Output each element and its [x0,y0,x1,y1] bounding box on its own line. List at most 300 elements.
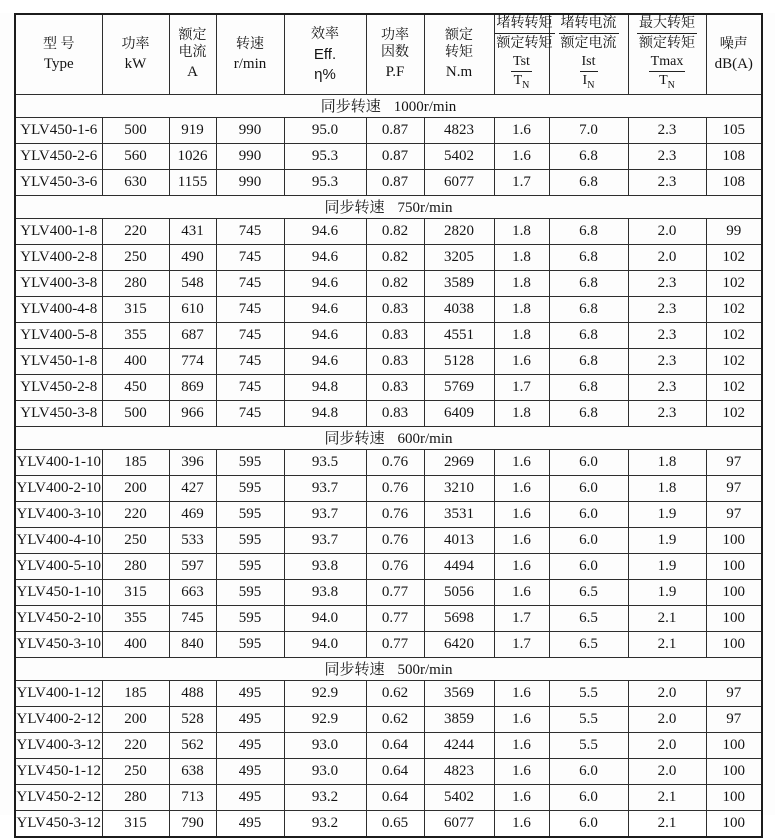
cell-locked-rotor-current-ratio: 6.0 [549,475,628,501]
cell-efficiency: 94.0 [284,631,366,657]
cell-locked-rotor-torque-ratio: 1.8 [494,270,549,296]
cell-locked-rotor-torque-ratio: 1.8 [494,400,549,426]
cell-noise: 102 [706,270,762,296]
header-cn-label: 额定 [445,28,473,44]
cell-type: YLV450-2-8 [15,374,102,400]
cell-locked-rotor-torque-ratio: 1.6 [494,784,549,810]
cell-rated-torque: 5769 [424,374,494,400]
table-row [15,732,762,758]
cell-locked-rotor-torque-ratio: 1.6 [494,732,549,758]
cell-locked-rotor-current-ratio: 6.0 [549,449,628,475]
cell-max-torque-ratio: 2.3 [628,143,706,169]
cell-efficiency: 93.7 [284,527,366,553]
cell-locked-rotor-torque-ratio: 1.6 [494,579,549,605]
cell-noise: 97 [706,706,762,732]
header-cn-label: 转速 [236,36,264,52]
cell-rated-current: 548 [169,270,216,296]
cell-efficiency: 93.8 [284,579,366,605]
cell-max-torque-ratio: 2.1 [628,784,706,810]
cell-speed: 595 [216,449,284,475]
cell-speed: 990 [216,169,284,195]
cell-power: 355 [102,605,169,631]
cell-power-factor: 0.83 [366,348,424,374]
table-row [15,218,762,244]
cell-type: YLV450-2-10 [15,605,102,631]
section-title-speed: 600r/min [397,431,453,448]
cell-rated-torque: 4823 [424,758,494,784]
table-row [15,706,762,732]
cell-power-factor: 0.76 [366,475,424,501]
fraction-denominator: $T_N$ [659,73,675,91]
cell-locked-rotor-current-ratio: 6.0 [549,527,628,553]
col-header-power [102,14,169,94]
cell-power: 250 [102,758,169,784]
cell-max-torque-ratio: 2.3 [628,348,706,374]
section-title-cell [15,94,762,117]
cell-efficiency: 93.0 [284,758,366,784]
cell-rated-torque: 4013 [424,527,494,553]
cell-max-torque-ratio: 1.9 [628,553,706,579]
cell-locked-rotor-current-ratio: 6.8 [549,296,628,322]
cell-noise: 100 [706,631,762,657]
cell-rated-torque: 3569 [424,680,494,706]
cell-rated-current: 469 [169,501,216,527]
cell-power: 250 [102,527,169,553]
cell-power-factor: 0.64 [366,758,424,784]
cell-power-factor: 0.82 [366,244,424,270]
cell-power: 315 [102,296,169,322]
cell-max-torque-ratio: 2.0 [628,218,706,244]
cell-locked-rotor-torque-ratio: 1.8 [494,218,549,244]
col-header-noise [706,14,762,94]
cell-rated-torque: 2969 [424,449,494,475]
cell-power-factor: 0.76 [366,449,424,475]
cell-noise: 100 [706,553,762,579]
cell-power: 220 [102,732,169,758]
cell-locked-rotor-torque-ratio: 1.6 [494,143,549,169]
cell-type: YLV400-4-8 [15,296,102,322]
cell-locked-rotor-torque-ratio: 1.6 [494,501,549,527]
cell-rated-torque: 5402 [424,143,494,169]
cell-power: 500 [102,400,169,426]
cell-power: 450 [102,374,169,400]
cell-max-torque-ratio: 2.1 [628,631,706,657]
table-body [15,94,762,837]
section-title-cn: 同步转速 [324,662,385,679]
cell-noise: 97 [706,449,762,475]
cell-locked-rotor-torque-ratio: 1.8 [494,322,549,348]
page [0,13,775,831]
cell-power-factor: 0.87 [366,143,424,169]
cell-rated-current: 427 [169,475,216,501]
cell-locked-rotor-current-ratio: 5.5 [549,706,628,732]
table-row [15,784,762,810]
cell-type: YLV450-3-6 [15,169,102,195]
cell-type: YLV400-2-8 [15,244,102,270]
section-title-cn: 同步转速 [320,99,381,116]
cell-type: YLV450-3-8 [15,400,102,426]
fraction-denominator: 额定电流 [560,36,617,51]
header-cn-label: 噪声 [719,36,748,52]
cell-efficiency: 94.0 [284,605,366,631]
table-row [15,449,762,475]
cell-locked-rotor-current-ratio: 5.5 [549,732,628,758]
table-row [15,758,762,784]
header-cn-label: 转矩 [445,45,473,61]
table-row [15,244,762,270]
table-row [15,143,762,169]
cell-locked-rotor-current-ratio: 6.0 [549,758,628,784]
cell-rated-current: 790 [169,810,216,837]
cell-speed: 745 [216,296,284,322]
cell-power-factor: 0.82 [366,270,424,296]
section-title-cn: 同步转速 [324,200,385,217]
col-header-locked-rotor-torque-ratio [494,14,553,94]
cell-rated-torque: 4244 [424,732,494,758]
cell-rated-torque: 4494 [424,553,494,579]
cell-locked-rotor-current-ratio: 6.8 [549,270,628,296]
cell-rated-current: 490 [169,244,216,270]
header-row [15,14,762,94]
cell-locked-rotor-torque-ratio: 1.6 [494,680,549,706]
cell-power: 315 [102,810,169,837]
header-cn-label: 型 号 [43,36,75,52]
cell-rated-current: 663 [169,579,216,605]
cell-locked-rotor-current-ratio: 6.8 [549,348,628,374]
header-symbol-fraction [580,54,598,94]
cell-speed: 745 [216,374,284,400]
cell-locked-rotor-current-ratio: 6.8 [549,374,628,400]
cell-power-factor: 0.83 [366,400,424,426]
cell-type: YLV400-4-10 [15,527,102,553]
table-row [15,631,762,657]
cell-speed: 495 [216,706,284,732]
col-header-power-factor [366,14,424,94]
cell-locked-rotor-torque-ratio: 1.7 [494,605,549,631]
col-header-rated-current [169,14,216,94]
cell-power-factor: 0.77 [366,605,424,631]
cell-max-torque-ratio: 2.3 [628,374,706,400]
cell-rated-torque: 6077 [424,169,494,195]
cell-locked-rotor-torque-ratio: 1.6 [494,810,549,837]
fraction-numerator: 堵转转矩 [495,15,555,34]
cell-power-factor: 0.87 [366,117,424,143]
cell-rated-torque: 6077 [424,810,494,837]
cell-power-factor: 0.62 [366,680,424,706]
cell-noise: 105 [706,117,762,143]
subscript: N [587,79,595,91]
cell-efficiency: 95.3 [284,169,366,195]
table-row [15,680,762,706]
section-header-row [15,195,762,218]
cell-rated-current: 610 [169,296,216,322]
cell-noise: 100 [706,579,762,605]
table-row [15,527,762,553]
cell-speed: 745 [216,322,284,348]
cell-locked-rotor-torque-ratio: 1.6 [494,706,549,732]
header-cn-label: 功率 [121,36,150,52]
cell-speed: 745 [216,400,284,426]
cell-rated-torque: 3210 [424,475,494,501]
table-row [15,400,762,426]
header-cn-label: 效率 [311,26,339,42]
cell-rated-current: 396 [169,449,216,475]
cell-power-factor: 0.83 [366,296,424,322]
header-unit-label: N.m [445,64,473,81]
fraction-numerator: 堵转电流 [559,15,619,34]
cell-rated-current: 840 [169,631,216,657]
cell-type: YLV400-3-12 [15,732,102,758]
cell-rated-current: 966 [169,400,216,426]
header-cn-label: 额定 [178,28,207,44]
cell-locked-rotor-torque-ratio: 1.6 [494,117,549,143]
section-header-row [15,426,762,449]
cell-power: 400 [102,348,169,374]
header-mid-label: Eff. [313,45,337,63]
cell-power-factor: 0.83 [366,322,424,348]
cell-efficiency: 94.6 [284,348,366,374]
cell-efficiency: 93.7 [284,475,366,501]
cell-type: YLV400-5-10 [15,553,102,579]
section-title-cell [15,657,762,680]
table-row [15,810,762,837]
header-unit-label: A [187,64,198,81]
cell-power-factor: 0.87 [366,169,424,195]
cell-power-factor: 0.83 [366,374,424,400]
cell-rated-torque: 4551 [424,322,494,348]
fraction-numerator: Tst [511,54,532,72]
cell-locked-rotor-current-ratio: 6.8 [549,244,628,270]
col-header-speed [216,14,284,94]
cell-power-factor: 0.62 [366,706,424,732]
cell-efficiency: 93.5 [284,449,366,475]
cell-rated-current: 1026 [169,143,216,169]
cell-rated-current: 533 [169,527,216,553]
fraction-numerator: 最大转矩 [637,15,697,34]
cell-locked-rotor-current-ratio: 6.5 [549,579,628,605]
cell-noise: 100 [706,784,762,810]
cell-noise: 102 [706,348,762,374]
cell-rated-current: 1155 [169,169,216,195]
section-title-cn: 同步转速 [324,431,385,448]
cell-speed: 745 [216,218,284,244]
cell-type: YLV400-1-8 [15,218,102,244]
cell-max-torque-ratio: 2.0 [628,706,706,732]
cell-rated-torque: 4823 [424,117,494,143]
cell-max-torque-ratio: 1.9 [628,579,706,605]
table-row [15,579,762,605]
cell-noise: 102 [706,296,762,322]
cell-power-factor: 0.76 [366,501,424,527]
cell-max-torque-ratio: 2.3 [628,169,706,195]
cell-speed: 595 [216,527,284,553]
cell-max-torque-ratio: 2.0 [628,732,706,758]
cell-rated-current: 431 [169,218,216,244]
cell-power-factor: 0.77 [366,579,424,605]
fraction-denominator: $I_N$ [582,73,595,91]
cell-power: 220 [102,501,169,527]
cell-rated-torque: 5128 [424,348,494,374]
cell-power: 280 [102,270,169,296]
cell-type: YLV400-1-12 [15,680,102,706]
cell-rated-torque: 4038 [424,296,494,322]
cell-rated-current: 597 [169,553,216,579]
cell-rated-torque: 2820 [424,218,494,244]
subscript: N [522,79,530,91]
cell-locked-rotor-current-ratio: 6.0 [549,501,628,527]
section-title-cell [15,426,762,449]
table-row [15,169,762,195]
cell-power-factor: 0.64 [366,784,424,810]
fraction-denominator: $T_N$ [513,73,530,91]
cell-speed: 745 [216,348,284,374]
cell-noise: 97 [706,501,762,527]
fraction-numerator: Ist [580,54,598,72]
cell-locked-rotor-torque-ratio: 1.6 [494,348,549,374]
header-cn-label: 功率 [381,28,409,44]
cell-max-torque-ratio: 2.1 [628,810,706,837]
cell-power: 220 [102,218,169,244]
header-unit-label: dB(A) [714,55,753,72]
cell-rated-torque: 6420 [424,631,494,657]
cell-locked-rotor-current-ratio: 6.0 [549,784,628,810]
cell-type: YLV450-2-6 [15,143,102,169]
cell-noise: 100 [706,527,762,553]
cell-efficiency: 94.6 [284,244,366,270]
cell-speed: 595 [216,501,284,527]
cell-rated-current: 687 [169,322,216,348]
section-title-speed: 750r/min [397,200,453,217]
cell-locked-rotor-current-ratio: 6.8 [549,169,628,195]
cell-rated-torque: 3859 [424,706,494,732]
table-row [15,553,762,579]
section-title-cell [15,195,762,218]
section-header-row [15,657,762,680]
cell-speed: 595 [216,475,284,501]
cell-efficiency: 95.3 [284,143,366,169]
cell-locked-rotor-torque-ratio: 1.6 [494,553,549,579]
cell-rated-current: 713 [169,784,216,810]
header-symbol-fraction [649,54,686,94]
header-cn-label: 因数 [381,45,409,61]
cell-max-torque-ratio: 2.1 [628,605,706,631]
cell-locked-rotor-torque-ratio: 1.6 [494,527,549,553]
cell-speed: 595 [216,631,284,657]
cell-locked-rotor-current-ratio: 7.0 [549,117,628,143]
table-row [15,117,762,143]
cell-max-torque-ratio: 1.9 [628,527,706,553]
section-header-row [15,94,762,117]
cell-type: YLV400-2-12 [15,706,102,732]
cell-locked-rotor-current-ratio: 6.5 [549,631,628,657]
cell-speed: 990 [216,143,284,169]
col-header-max-torque-ratio [628,14,706,94]
cell-max-torque-ratio: 2.0 [628,244,706,270]
cell-locked-rotor-torque-ratio: 1.6 [494,449,549,475]
cell-efficiency: 94.8 [284,374,366,400]
cell-type: YLV400-5-8 [15,322,102,348]
cell-power-factor: 0.82 [366,218,424,244]
header-cn-fraction [559,15,619,52]
cell-speed: 495 [216,732,284,758]
fraction-denominator: 额定转矩 [496,36,553,51]
cell-max-torque-ratio: 2.0 [628,680,706,706]
cell-type: YLV400-2-10 [15,475,102,501]
cell-efficiency: 92.9 [284,706,366,732]
table-row [15,296,762,322]
cell-type: YLV400-3-8 [15,270,102,296]
cell-rated-torque: 3531 [424,501,494,527]
cell-power-factor: 0.76 [366,527,424,553]
cell-max-torque-ratio: 2.0 [628,758,706,784]
cell-efficiency: 94.6 [284,322,366,348]
cell-speed: 595 [216,579,284,605]
cell-rated-current: 638 [169,758,216,784]
cell-power: 315 [102,579,169,605]
cell-speed: 495 [216,784,284,810]
header-unit-label: r/min [233,55,267,72]
cell-max-torque-ratio: 2.3 [628,296,706,322]
fraction-numerator: Tmax [649,54,686,72]
motor-spec-table [14,13,763,838]
cell-power: 280 [102,553,169,579]
cell-efficiency: 92.9 [284,680,366,706]
cell-power: 250 [102,244,169,270]
cell-power: 280 [102,784,169,810]
cell-noise: 97 [706,680,762,706]
cell-locked-rotor-current-ratio: 6.0 [549,810,628,837]
cell-type: YLV450-3-10 [15,631,102,657]
cell-max-torque-ratio: 2.3 [628,400,706,426]
cell-locked-rotor-current-ratio: 5.5 [549,680,628,706]
header-cn-fraction [495,15,555,52]
cell-locked-rotor-torque-ratio: 1.7 [494,169,549,195]
cell-efficiency: 95.0 [284,117,366,143]
cell-efficiency: 94.6 [284,296,366,322]
cell-power-factor: 0.64 [366,732,424,758]
cell-noise: 97 [706,475,762,501]
cell-locked-rotor-current-ratio: 6.5 [549,605,628,631]
cell-rated-torque: 3205 [424,244,494,270]
cell-efficiency: 93.8 [284,553,366,579]
cell-noise: 99 [706,218,762,244]
cell-locked-rotor-torque-ratio: 1.8 [494,244,549,270]
cell-locked-rotor-current-ratio: 6.8 [549,218,628,244]
cell-locked-rotor-current-ratio: 6.8 [549,143,628,169]
cell-rated-torque: 3589 [424,270,494,296]
cell-max-torque-ratio: 1.9 [628,501,706,527]
cell-speed: 495 [216,680,284,706]
cell-speed: 495 [216,758,284,784]
cell-rated-current: 774 [169,348,216,374]
header-unit-label: Type [43,55,74,72]
cell-locked-rotor-torque-ratio: 1.6 [494,475,549,501]
cell-power: 400 [102,631,169,657]
cell-locked-rotor-current-ratio: 6.8 [549,400,628,426]
cell-noise: 100 [706,758,762,784]
cell-power: 200 [102,475,169,501]
cell-speed: 595 [216,553,284,579]
cell-type: YLV400-1-10 [15,449,102,475]
cell-noise: 102 [706,244,762,270]
cell-speed: 745 [216,270,284,296]
col-header-efficiency [284,14,366,94]
cell-power: 200 [102,706,169,732]
table-row [15,322,762,348]
cell-type: YLV450-1-6 [15,117,102,143]
cell-rated-torque: 5698 [424,605,494,631]
cell-type: YLV450-3-12 [15,810,102,837]
